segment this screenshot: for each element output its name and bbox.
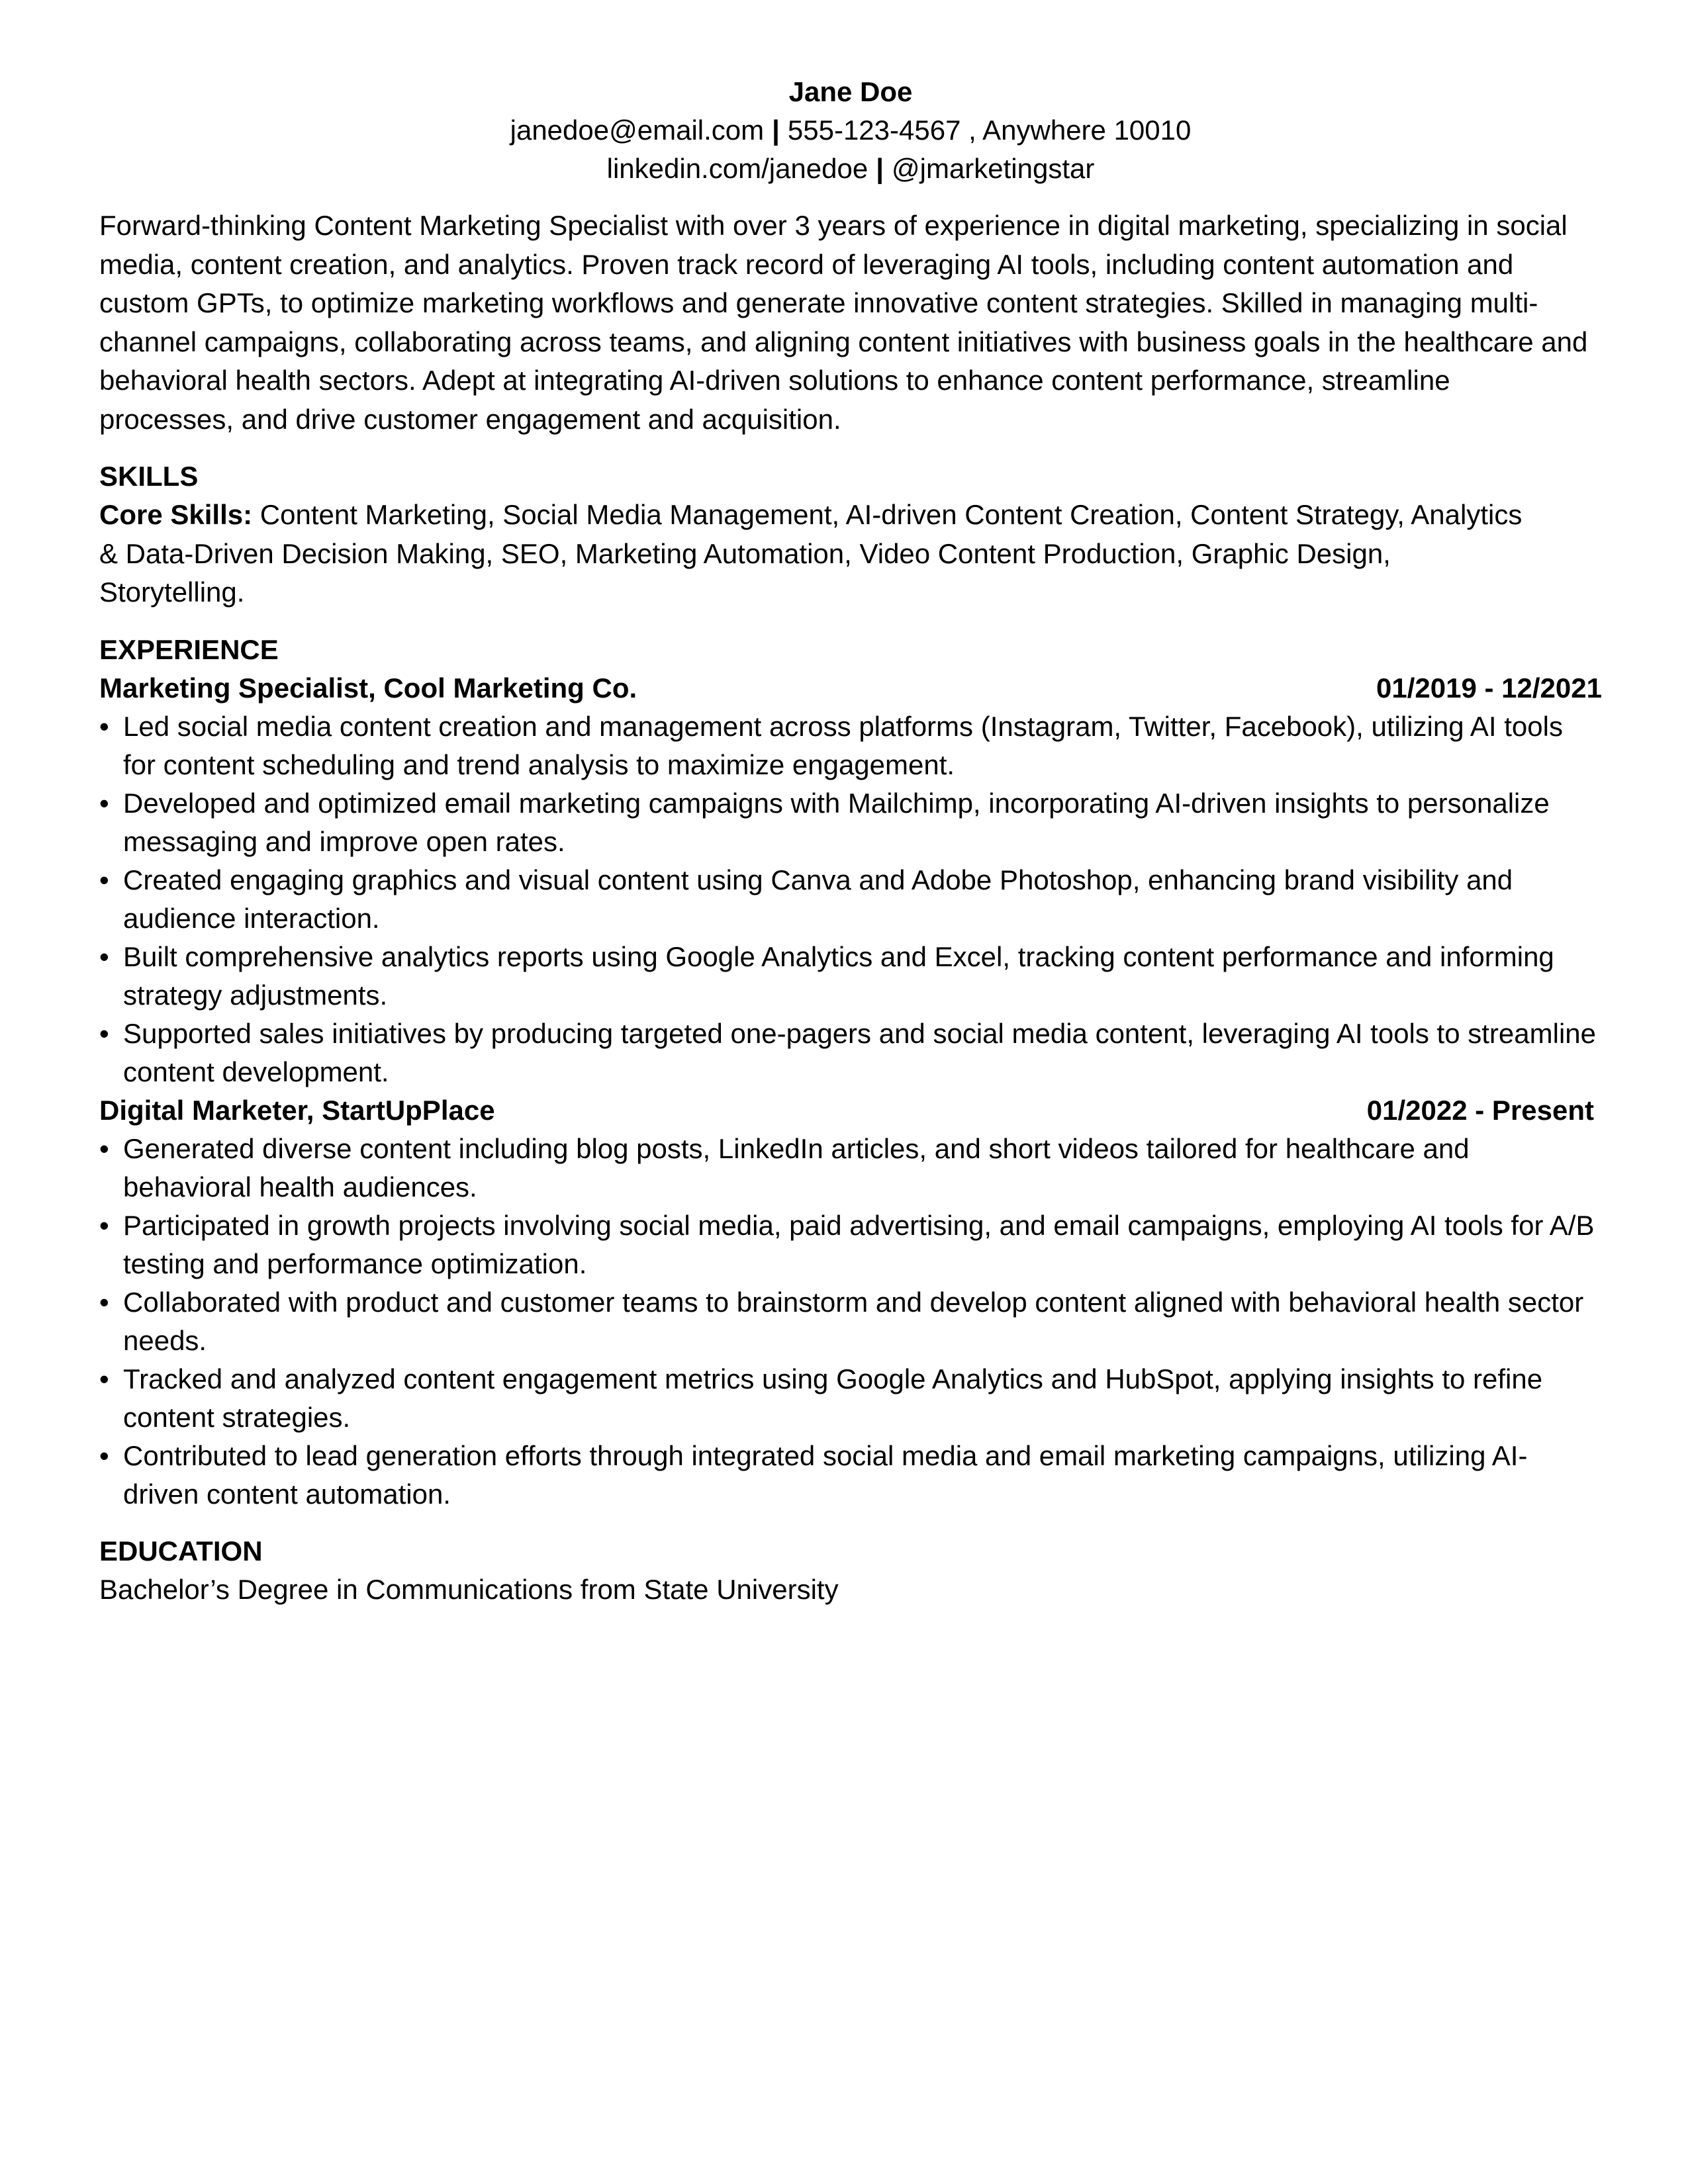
job-bullet-list bbox=[99, 707, 1602, 1091]
job-bullet: • Supported sales initiatives by producing targeted one-pagers and social media content, leveraging AI tools to streamline content development. bbox=[99, 1015, 1602, 1091]
education-heading: EDUCATION bbox=[99, 1535, 263, 1567]
contact-line-primary bbox=[99, 111, 1602, 150]
job-title: Marketing Specialist, Cool Marketing Co. bbox=[99, 672, 637, 704]
job-bullet: • Contributed to lead generation efforts through integrated social media and email marketing campaigns, utilizing AI-driven content automation. bbox=[99, 1437, 1602, 1514]
skills-paragraph bbox=[99, 496, 1602, 612]
job-dates: 01/2022 - Present bbox=[1366, 1094, 1594, 1126]
job-bullet: • Collaborated with product and customer teams to brainstorm and develop content aligned with behavioral health sector needs. bbox=[99, 1283, 1602, 1360]
job-bullet: • Developed and optimized email marketing campaigns with Mailchimp, incorporating AI-driven insights to personalize messaging and improve open rates. bbox=[99, 784, 1602, 861]
job-bullet: • Created engaging graphics and visual content using Canva and Adobe Photoshop, enhancing brand visibility and audience interaction. bbox=[99, 861, 1602, 938]
job-bullet: • Tracked and analyzed content engagement metrics using Google Analytics and HubSpot, applying insights to refine content strategies. bbox=[99, 1360, 1602, 1437]
job-header bbox=[99, 669, 1602, 707]
professional-summary: Forward-thinking Content Marketing Specialist with over 3 years of experience in digital marketing, specializing in social media, content creation, and analytics. Proven track record of leveraging AI tools, including content automation and custom GPTs, to optimize marketing workflows and generate innovative content strategies. Skilled in managing multi-channel campaigns, collaborating across teams, and aligning content initiatives with business goals in the healthcare and behavioral health sectors. Adept at integrating AI-driven solutions to enhance content performance, streamline processes, and drive customer engagement and acquisition. bbox=[99, 210, 1588, 435]
linkedin-link[interactable]: linkedin.com/janedoe bbox=[606, 153, 868, 184]
core-skills-label: Core Skills: bbox=[99, 499, 253, 530]
contact-line-secondary bbox=[99, 150, 1602, 188]
job-bullet: • Generated diverse content including blog posts, LinkedIn articles, and short videos tailored for healthcare and behavioral health audiences. bbox=[99, 1130, 1602, 1206]
job-entry bbox=[99, 1091, 1602, 1514]
job-title: Digital Marketer, StartUpPlace bbox=[99, 1094, 495, 1126]
experience-heading: EXPERIENCE bbox=[99, 633, 279, 665]
resume-header bbox=[99, 73, 1602, 188]
job-dates: 01/2019 - 12/2021 bbox=[1376, 672, 1602, 704]
skills-heading: SKILLS bbox=[99, 461, 199, 492]
email-link[interactable]: janedoe@email.com bbox=[510, 114, 765, 146]
contact-separator: | bbox=[876, 153, 884, 184]
job-header bbox=[99, 1091, 1602, 1130]
job-bullet-list bbox=[99, 1130, 1602, 1514]
job-entry bbox=[99, 669, 1602, 1091]
job-bullet: • Led social media content creation and management across platforms (Instagram, Twitter, Facebook), utilizing AI tools for content scheduling and trend analysis to maximize engagement. bbox=[99, 707, 1602, 784]
contact-separator: | bbox=[772, 114, 780, 146]
job-bullet: • Participated in growth projects involving social media, paid advertising, and email campaigns, employing AI tools for A/B testing and performance optimization. bbox=[99, 1206, 1602, 1283]
job-bullet: • Built comprehensive analytics reports using Google Analytics and Excel, tracking content performance and informing strategy adjustments. bbox=[99, 938, 1602, 1015]
resume-page bbox=[99, 0, 1602, 1609]
education-entry: Bachelor’s Degree in Communications from State University bbox=[99, 1573, 839, 1605]
candidate-name: Jane Doe bbox=[788, 76, 913, 107]
phone-location: 555-123-4567 , Anywhere 10010 bbox=[787, 114, 1192, 146]
core-skills-list: Content Marketing, Social Media Management, AI-driven Content Creation, Content Strategy, Analytics & Data-Driven Decision Making, SEO, Marketing Automation, Video Content Production, Graphic Design, Storytelling. bbox=[99, 499, 1523, 608]
social-handle: @jmarketingstar bbox=[891, 153, 1095, 184]
